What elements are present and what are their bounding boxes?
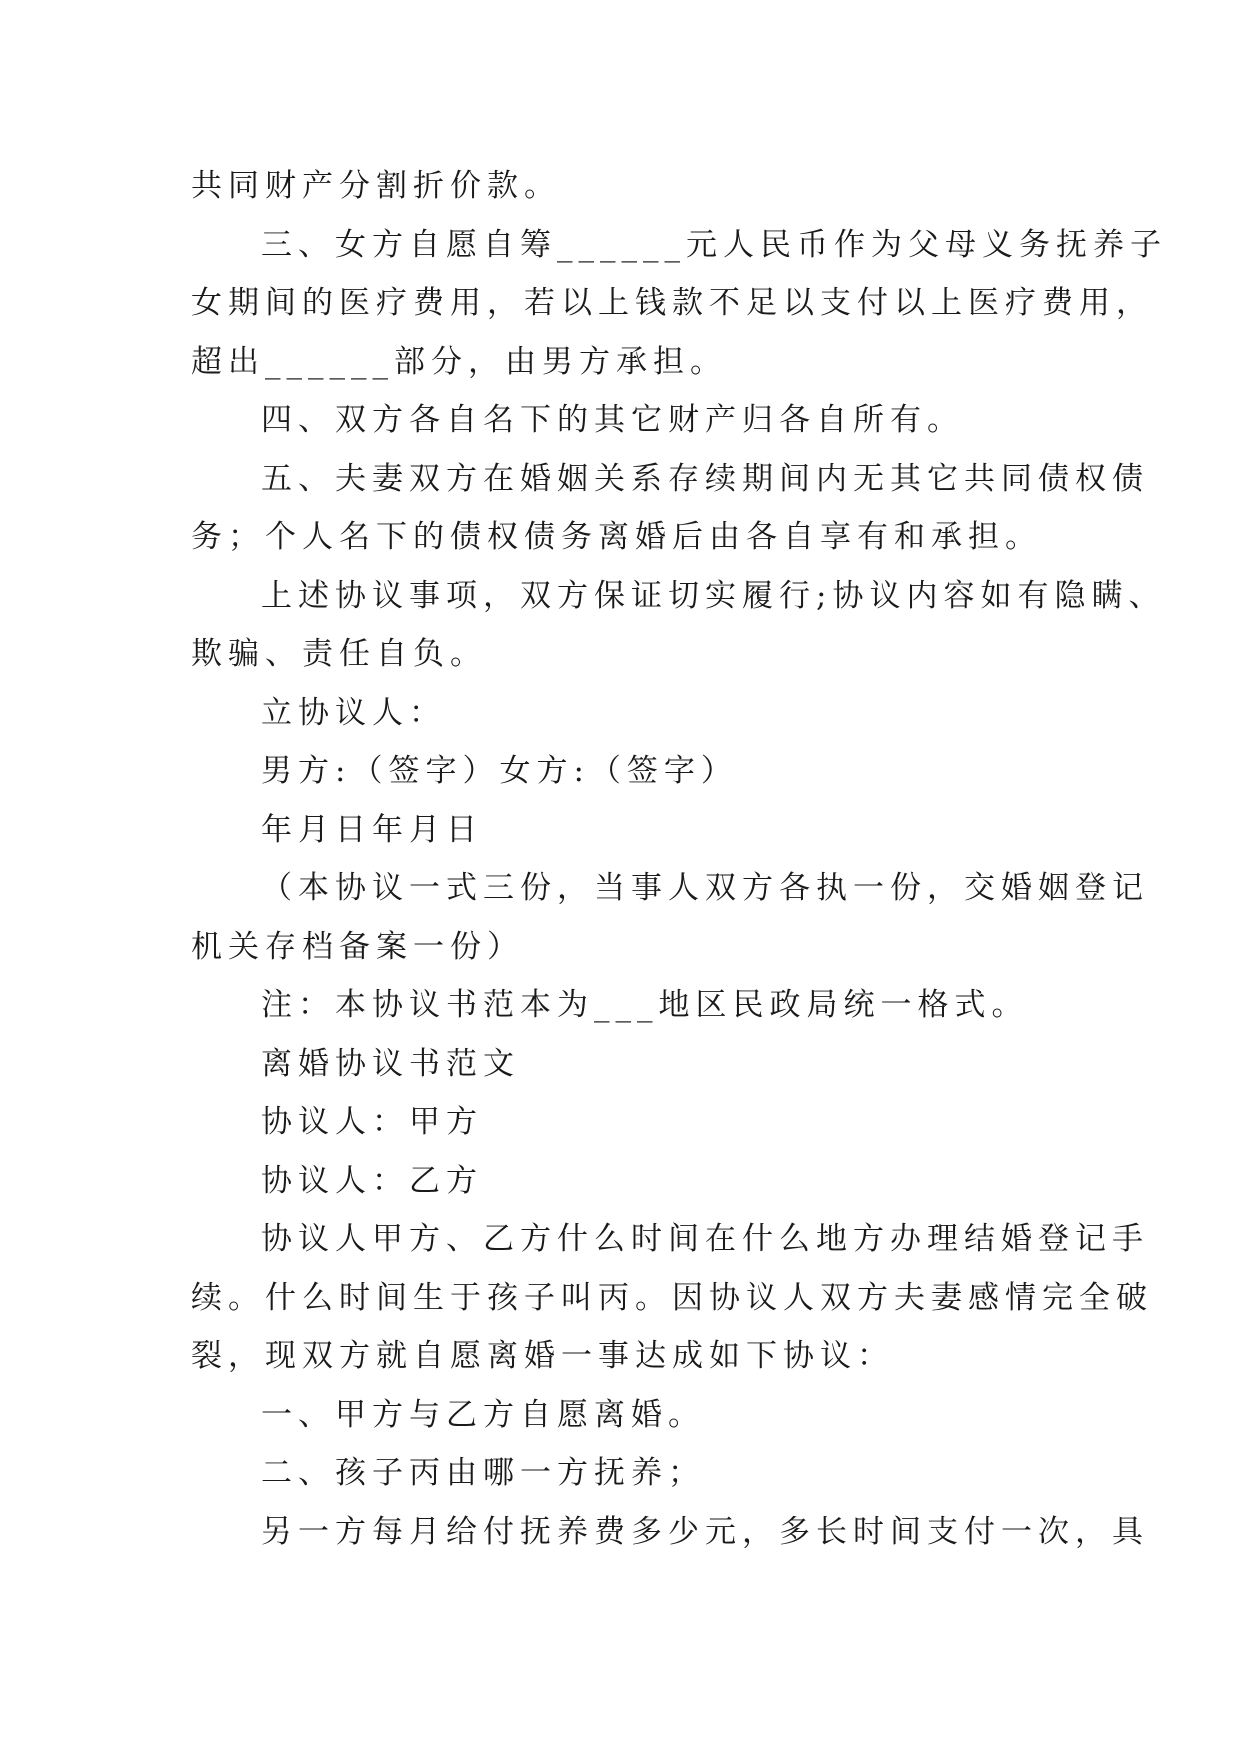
text-line: 注：本协议书范本为___地区民政局统一格式。: [261, 987, 1029, 1023]
text-line: 机关存档备案一份）: [191, 928, 524, 965]
text-line: 三、女方自愿自筹______元人民币作为父母义务抚养子: [261, 226, 1167, 263]
text-line: 一、甲方与乙方自愿离婚。: [261, 1396, 705, 1433]
text-line: 五、夫妻双方在婚姻关系存续期间内无其它共同债权债: [261, 460, 1149, 497]
text-line: 协议人：甲方: [261, 1104, 483, 1140]
text-line: 二、孩子丙由哪一方抚养；: [261, 1455, 705, 1491]
text-line: 务；个人名下的债权债务离婚后由各自享有和承担。: [191, 519, 1042, 555]
text-line: 四、双方各自名下的其它财产归各自所有。: [261, 402, 964, 438]
text-line: 协议人：乙方: [261, 1162, 483, 1199]
text-line: 离婚协议书范文: [261, 1045, 520, 1082]
text-line: 共同财产分割折价款。: [191, 168, 561, 204]
text-line: （本协议一式三份，当事人双方各执一份，交婚姻登记: [261, 870, 1149, 906]
text-line: 立协议人：: [261, 694, 446, 731]
text-line: 协议人甲方、乙方什么时间在什么地方办理结婚登记手: [261, 1221, 1149, 1257]
text-line: 上述协议事项，双方保证切实履行;协议内容如有隐瞒、: [261, 577, 1166, 614]
text-line: 欺骗、责任自负。: [191, 636, 487, 672]
document-body: [191, 157, 1167, 1561]
text-line: 另一方每月给付抚养费多少元，多长时间支付一次，具: [261, 1513, 1149, 1550]
text-line: 超出______部分，由男方承担。: [191, 343, 727, 380]
text-line: 裂，现双方就自愿离婚一事达成如下协议：: [191, 1338, 894, 1374]
text-line: 女期间的医疗费用，若以上钱款不足以支付以上医疗费用，: [191, 285, 1153, 321]
text-line: 年月日年月日: [261, 811, 483, 848]
text-line: 续。什么时间生于孩子叫丙。因协议人双方夫妻感情完全破: [191, 1279, 1153, 1316]
text-line: 男方:（签字）女方:（签字）: [261, 753, 738, 789]
